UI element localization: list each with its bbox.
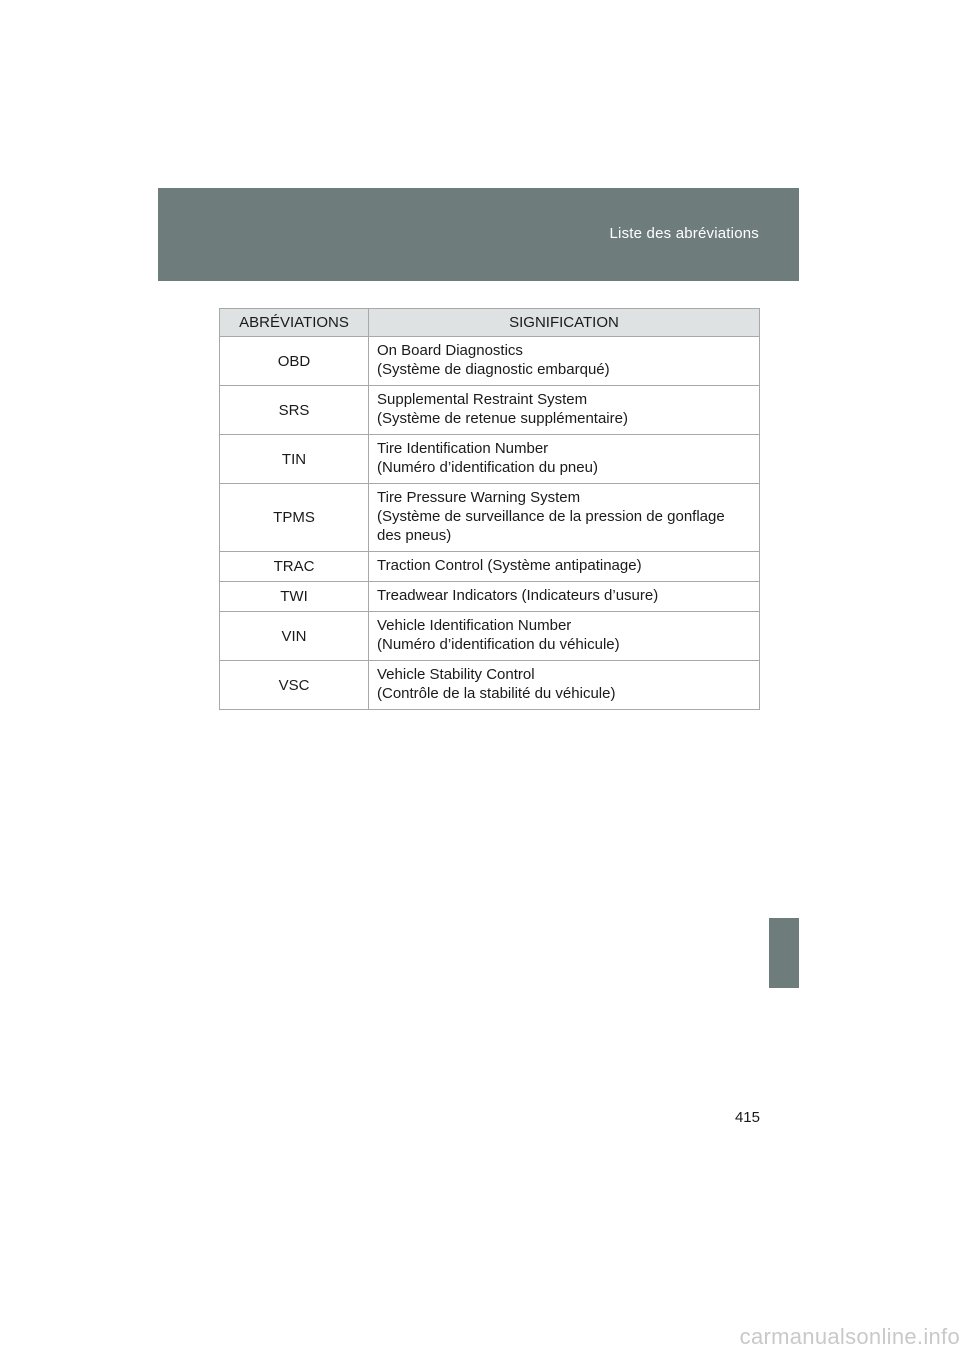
meaning-line: des pneus) (377, 527, 452, 544)
meaning-cell (369, 386, 760, 435)
meaning-line: (Numéro d’identification du pneu) (377, 459, 598, 476)
meaning-cell (369, 661, 760, 710)
meaning-cell (369, 612, 760, 661)
abbreviation-cell: VSC (220, 661, 369, 710)
column-header-signification: SIGNIFICATION (369, 309, 760, 337)
table-row (220, 582, 760, 612)
header-band (158, 188, 799, 281)
table-row (220, 435, 760, 484)
meaning-line: Traction Control (Système antipatinage) (377, 557, 642, 574)
meaning-cell (369, 582, 760, 612)
meaning-cell (369, 484, 760, 552)
meaning-line: (Numéro d’identification du véhicule) (377, 636, 620, 653)
table-row (220, 552, 760, 582)
meaning-line: Vehicle Stability Control (377, 666, 535, 683)
meaning-line: Vehicle Identification Number (377, 617, 572, 634)
meaning-line: Tire Pressure Warning System (377, 489, 581, 506)
table-row (220, 661, 760, 710)
meaning-line: (Contrôle de la stabilité du véhicule) (377, 685, 616, 702)
abbreviation-cell: TIN (220, 435, 369, 484)
meaning-line: Treadwear Indicators (Indicateurs d’usure) (377, 587, 659, 604)
table-row (220, 612, 760, 661)
meaning-line: (Système de surveillance de la pression de gonflage (377, 508, 725, 525)
column-header-abbreviations: ABRÉVIATIONS (220, 309, 369, 337)
abbreviation-cell: VIN (220, 612, 369, 661)
meaning-line: Tire Identification Number (377, 440, 549, 457)
table-row (220, 337, 760, 386)
table-row (220, 484, 760, 552)
meaning-line: Supplemental Restraint System (377, 391, 588, 408)
abbreviation-cell: TWI (220, 582, 369, 612)
abbreviation-cell: OBD (220, 337, 369, 386)
meaning-cell (369, 435, 760, 484)
section-title: Liste des abréviations (609, 225, 759, 242)
chapter-side-tab (769, 918, 799, 988)
meaning-line: On Board Diagnostics (377, 342, 523, 359)
meaning-line: (Système de diagnostic embarqué) (377, 361, 610, 378)
abbreviation-cell: SRS (220, 386, 369, 435)
page-number: 415 (734, 1109, 760, 1126)
table-header-row (220, 309, 760, 337)
meaning-cell (369, 552, 760, 582)
meaning-line: (Système de retenue supplémentaire) (377, 410, 628, 427)
abbreviation-cell: TPMS (220, 484, 369, 552)
meaning-cell (369, 337, 760, 386)
watermark: carmanualsonline.info (739, 1324, 960, 1349)
abbreviations-table (219, 308, 760, 710)
abbreviation-cell: TRAC (220, 552, 369, 582)
table-row (220, 386, 760, 435)
